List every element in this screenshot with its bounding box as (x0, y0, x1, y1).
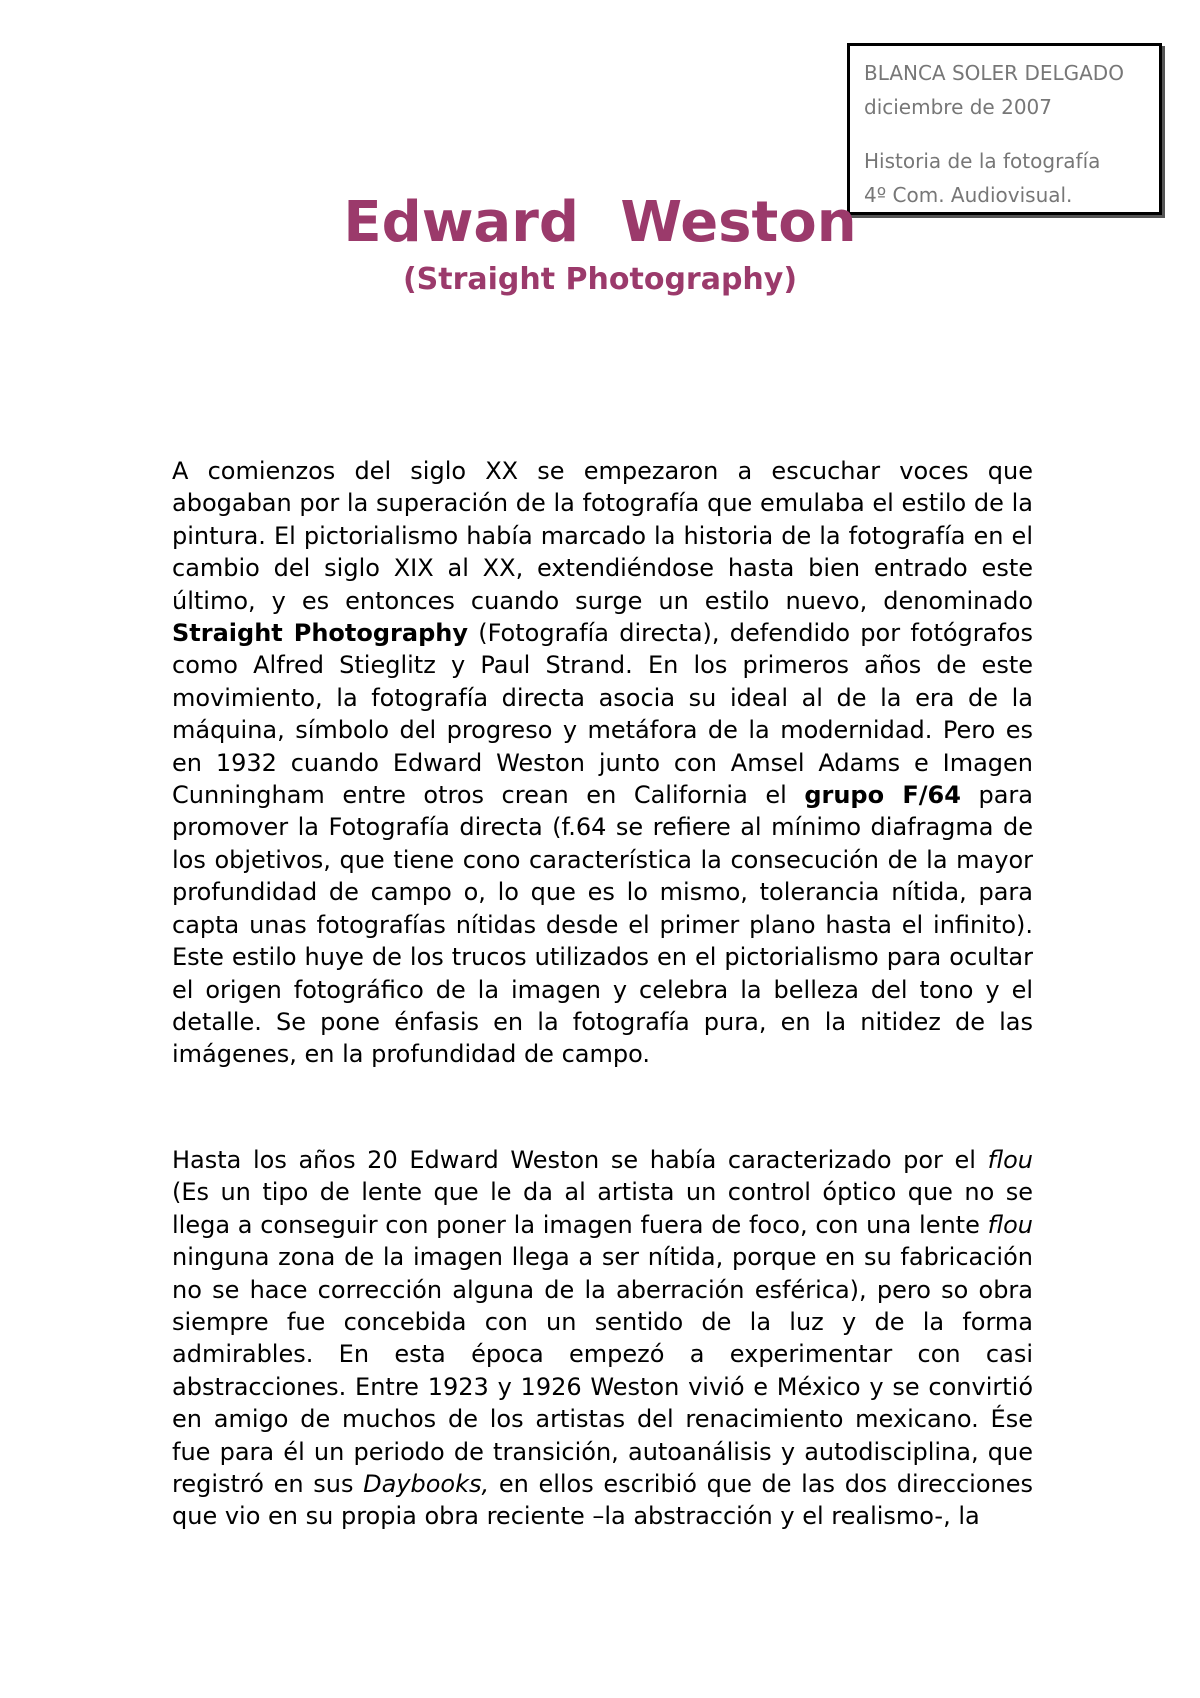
body-paragraph-2 (172, 1144, 1033, 1533)
page-title: Edward Weston (343, 190, 857, 255)
bold-term-grupo-f64: grupo F/64 (804, 781, 961, 810)
italic-term-flou: flou (987, 1210, 1033, 1239)
paragraph-text: (Es un tipo de lente que le da al artista un control óptico que no se llega a conseguir con poner la imagen fuera de foco, con una lente (172, 1178, 1033, 1239)
body-paragraph-1 (172, 455, 1033, 1071)
paragraph-text: para promover la Fotografía directa (f.64 se refiere al mínimo diafragma de los objetivos, que tiene cono característica la consecución de la mayor profundidad de campo o, lo que es lo mismo, tolerancia nítida, para capta unas fotografías nítidas desde el primer plano hasta el infinito). Este estilo huye de los trucos utilizados en el pictorialismo para ocultar el origen fotográfico de la imagen y celebra la belleza del tono y el detalle. Se pone énfasis en la fotografía pura, en la nitidez de las imágenes, en la profundidad de campo. (172, 781, 1033, 1069)
paragraph-text: A comienzos del siglo XX se empezaron a escuchar voces que abogaban por la superación de la fotografía que emulaba el estilo de la pintura. El pictorialismo había marcado la historia de la fotografía en el cambio del siglo XIX al XX, extendiéndose hasta bien entrado este último, y es entonces cuando surge un estilo nuevo, denominado (172, 457, 1033, 615)
paragraph-text: en ellos escribió que de las dos direcciones que vio en su propia obra reciente –la abstracción y el realismo-, la (172, 1470, 1034, 1531)
paragraph-text: (Fotografía directa), defendido por fotógrafos como Alfred Stieglitz y Paul Strand. En los primeros años de este movimiento, la fotografía directa asocia su ideal al de la era de la máquina, símbolo del progreso y metáfora de la modernidad. Pero es en 1932 cuando Edward Weston junto con Amsel Adams e Imagen Cunningham entre otros crean en California el (172, 619, 1033, 810)
info-spacer (864, 124, 1145, 144)
italic-term-flou: flou (987, 1146, 1033, 1174)
program-name: 4º Com. Audiovisual. (864, 183, 1073, 207)
paragraph-text: Hasta los años 20 Edward Weston se había caracterizado por el (172, 1146, 988, 1174)
page-subtitle: (Straight Photography) (402, 262, 798, 297)
course-name: Historia de la fotografía (864, 149, 1101, 173)
bold-term-straight-photography: Straight Photography (172, 619, 468, 648)
document-date: diciembre de 2007 (864, 95, 1052, 119)
paragraph-text: ninguna zona de la imagen llega a ser nítida, porque en su fabricación no se hace corrección alguna de la aberración esférica), pero so obra siempre fue concebida con un sentido de la luz y de la forma admirables. En esta época empezó a experimentar con casi abstracciones. Entre 1923 y 1926 Weston vivió e México y se convirtió en amigo de muchos de los artistas del renacimiento mexicano. Ése fue para él un periodo de transición, autoanálisis y autodisciplina, que registró en sus (172, 1243, 1033, 1499)
author-name: BLANCA SOLER DELGADO (864, 61, 1124, 85)
italic-term-daybooks: Daybooks, (363, 1470, 490, 1499)
